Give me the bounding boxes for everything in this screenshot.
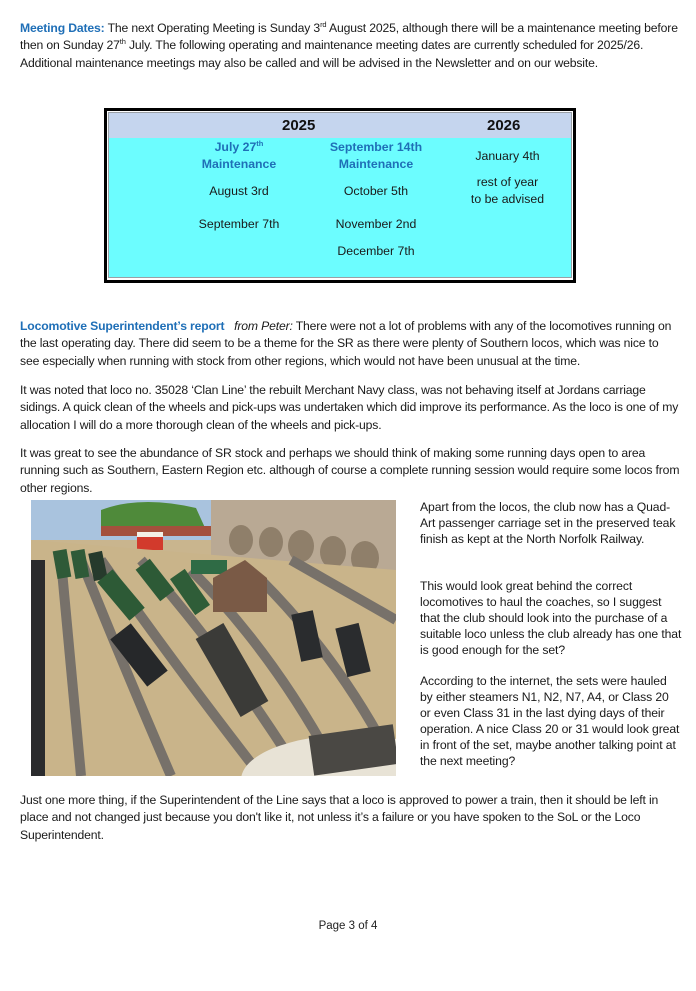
year-2025-label: 2025 [282,117,316,134]
meeting-dates-heading: Meeting Dates: [20,21,105,35]
maintenance-date-text: July 27 [214,140,257,154]
superscript-th: th [256,138,264,148]
loco-report-author: from Peter: [234,319,293,333]
loco-report-paragraph [20,318,680,370]
meeting-dates-text-1: The next Operating Meeting is Sunday 3 [104,21,321,35]
maintenance-date-text: September 14th [329,140,423,154]
suggest-loco-paragraph: This would look great behind the correct locomotives to haul the coaches, so I suggest that the club should look into the purchase of a suitable loco unless the club already has one that is good enough for the set? [420,579,682,657]
superintendent-line-paragraph: Just one more thing, if the Superintendent of the Line says that a loco is approved to power a train, then it should be left in place and not changed just because you don't like it, not unless it’s a failure or you have spoken to the SoL or the Loco Superintendent. [20,793,659,842]
sr-stock-paragraph: It was great to see the abundance of SR stock and perhaps we should think of making some running days open to area running such as Southern, Eastern Region etc. although of course a complete running session would require some locos from other regions. [20,446,680,495]
clan-line-paragraph: It was noted that loco no. 35028 ‘Clan Line’ the rebuilt Merchant Navy class, was not behaving itself at Jordans carriage sidings. A quick clean of the wheels and pick-ups was undertaken which did improve its performance. As the loco is one of my allocation I will do a more thorough clean of the wheels and pick-ups. [20,383,679,432]
page-number: Page 3 of 4 [318,920,378,932]
dates-table-header [109,113,571,138]
operating-date: August 3rd [209,184,269,198]
superscript-th: th [119,37,126,47]
model-railway-photo [31,500,396,776]
superscript-rd: rd [320,19,327,29]
loco-report-text: There were not a lot of problems with any of the locomotives running on the last operating day. There did seem to be a theme for the SR as there were plenty of Southern locos, which was nice to see especially when running with stock from other regions, which would not have been unusual at the time. [20,319,672,368]
meeting-dates-text-3: July. The following operating and maintenance meeting dates are currently scheduled for 2025/26. Additional maintenance meetings may also be called and will be advised in the Newsletter and on our website. [20,38,644,70]
operating-date: December 7th [337,244,415,258]
maintenance-label: Maintenance [338,157,414,171]
maintenance-date-september [307,139,445,173]
layout-edge [31,560,45,776]
maintenance-label: Maintenance [201,157,277,171]
operating-date: September 7th [198,217,280,231]
meeting-dates-paragraph [20,20,680,72]
operating-date-2026: January 4th [475,149,540,163]
dates-table-body [108,112,572,278]
internet-paragraph: According to the internet, the sets were hauled by either steamers N1, N2, N7, A4, or Class 20 or even Class 31 in the last dying days of their operation. A nice Class 20 or 31 would look great in front of the set, maybe another talking point at the next meeting? [420,674,680,768]
note-line: to be advised [470,192,545,206]
meeting-dates-text-2: August 2025, although there will be a maintenance meeting before then on Sunday 27 [20,21,678,53]
meeting-dates-table [104,108,576,283]
operating-date: November 2nd [335,217,417,231]
quad-art-paragraph: Apart from the locos, the club now has a Quad-Art passenger carriage set in the preserved teak finish as kept at the North Norfolk Railway. [420,500,676,546]
maintenance-date-july [171,139,307,173]
operating-date: October 5th [343,184,409,198]
to-be-advised-note [445,174,570,208]
loco-report-heading: Locomotive Superintendent’s report [20,319,225,333]
photo-illustration [31,500,396,776]
year-2026-label: 2026 [487,117,521,134]
note-line: rest of year [476,175,539,189]
